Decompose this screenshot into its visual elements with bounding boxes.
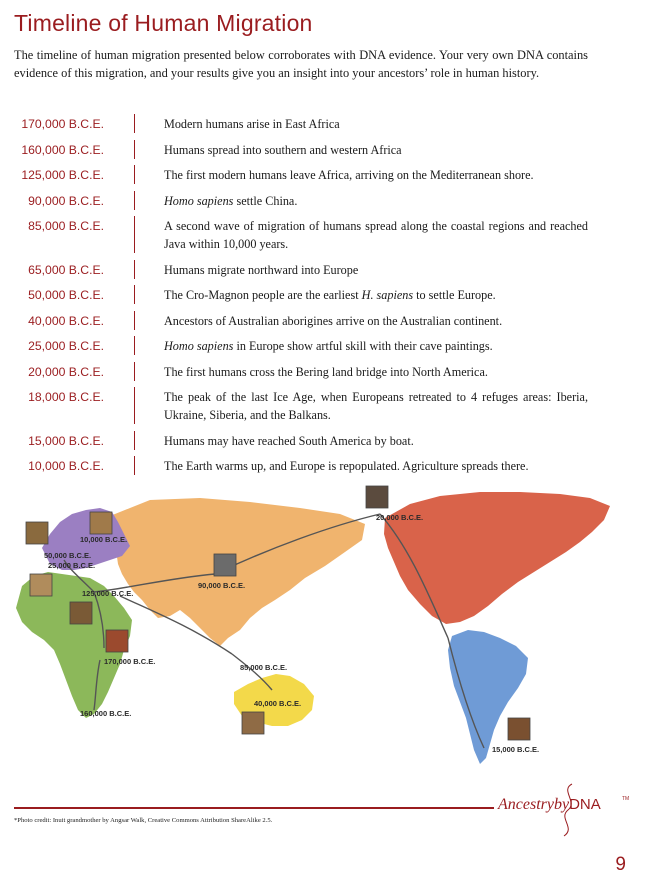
map-label-50000: 50,000 B.C.E. [44, 551, 92, 560]
logo-wordmark [498, 796, 601, 814]
timeline-divider [134, 285, 135, 304]
timeline-divider [134, 387, 135, 424]
timeline-row [0, 362, 656, 381]
timeline-row [0, 456, 656, 475]
artifact-photo-icon [90, 512, 112, 534]
timeline-divider [134, 260, 135, 279]
event-text: settle China. [233, 193, 298, 208]
timeline-divider [134, 216, 135, 253]
timeline-date: 170,000 B.C.E. [21, 117, 104, 131]
logo-by: by [553, 796, 570, 813]
timeline-event [164, 336, 588, 355]
timeline-date: 15,000 B.C.E. [28, 433, 104, 448]
timeline-date: 85,000 B.C.E. [28, 219, 104, 233]
asia-region [110, 498, 365, 646]
timeline-date: 25,000 B.C.E. [28, 339, 104, 353]
tools-photo-icon [70, 602, 92, 624]
map-label-25000: 25,000 B.C.E. [48, 561, 96, 570]
map-label-40000: 40,000 B.C.E. [254, 699, 302, 708]
map-label-20000: 20,000 B.C.E. [376, 513, 424, 522]
timeline-event: The first modern humans leave Africa, arriving on the Mediterranean shore. [164, 168, 534, 182]
figure-photo-icon [106, 630, 128, 652]
timeline-divider [134, 140, 135, 159]
timeline-row [0, 336, 656, 355]
timeline-date: 10,000 B.C.E. [28, 459, 104, 473]
timeline-event: The first humans cross the Bering land bridge into North America. [164, 364, 488, 379]
timeline-date: 125,000 B.C.E. [21, 168, 104, 182]
timeline-divider [134, 456, 135, 475]
timeline [0, 114, 656, 482]
timeline-date: 90,000 B.C.E. [28, 193, 104, 208]
timeline-row [0, 387, 656, 424]
skull-photo-icon [26, 522, 48, 544]
timeline-event: Humans migrate northward into Europe [164, 262, 359, 277]
event-text: to settle Europe. [413, 288, 496, 302]
timeline-date: 50,000 B.C.E. [28, 288, 104, 302]
timeline-row [0, 140, 656, 159]
south-america-photo-icon [508, 718, 530, 740]
map-label-15000: 15,000 B.C.E. [492, 745, 540, 754]
timeline-divider [134, 362, 135, 381]
timeline-row [0, 114, 656, 133]
event-text: in Europe show artful skill with their cave paintings. [233, 339, 493, 353]
timeline-row [0, 165, 656, 184]
photo-credit: *Photo credit: Inuit grandmother by Angsar Walk, Creative Commons Attribution ShareAlike 2.5. [14, 817, 273, 824]
page-title: Timeline of Human Migration [14, 10, 313, 36]
timeline-event [164, 191, 588, 210]
temple-photo-icon [214, 554, 236, 576]
north-america-region [384, 492, 610, 624]
timeline-event: The peak of the last Ice Age, when Europeans retreated to 4 refuges areas: Iberia, Ukraine, Siberia, and the Balkans. [164, 390, 588, 422]
cave-painting-photo-icon [30, 574, 52, 596]
event-text: The Cro-Magnon people are the earliest [164, 288, 362, 302]
timeline-date: 18,000 B.C.E. [28, 390, 104, 404]
timeline-row [0, 191, 656, 210]
timeline-divider [134, 165, 135, 184]
ancestry-by-dna-logo [498, 780, 638, 840]
timeline-date: 65,000 B.C.E. [28, 262, 104, 277]
timeline-divider [134, 336, 135, 355]
timeline-event: Humans may have reached South America by boat. [164, 433, 414, 448]
timeline-event: The Earth warms up, and Europe is repopulated. Agriculture spreads there. [164, 459, 529, 473]
migration-map [0, 478, 656, 788]
timeline-date: 40,000 B.C.E. [28, 313, 104, 328]
south-america-region [448, 630, 528, 764]
map-label-170000: 170,000 B.C.E. [104, 657, 156, 666]
map-label-125000: 125,000 B.C.E. [82, 589, 134, 598]
inuit-grandmother-photo-icon [366, 486, 388, 508]
logo-dna: DNA [569, 796, 601, 813]
map-label-10000: 10,000 B.C.E. [80, 535, 128, 544]
timeline-event: Humans spread into southern and western Africa [164, 142, 402, 157]
timeline-divider [134, 191, 135, 210]
timeline-divider [134, 114, 135, 133]
timeline-row [0, 285, 656, 304]
timeline-divider [134, 431, 135, 450]
timeline-event: Ancestors of Australian aborigines arrive on the Australian continent. [164, 313, 503, 328]
map-label-85000: 85,000 B.C.E. [240, 663, 288, 672]
timeline-row [0, 260, 656, 279]
timeline-row [0, 216, 656, 253]
aborigine-photo-icon [242, 712, 264, 734]
timeline-divider [134, 311, 135, 330]
page-number: 9 [615, 854, 626, 875]
logo-ancestry: Ancestry [498, 796, 554, 813]
italic-term: Homo sapiens [164, 339, 234, 353]
logo-trademark: TM [622, 796, 630, 802]
italic-term: Homo sapiens [164, 193, 234, 208]
timeline-date: 160,000 B.C.E. [21, 142, 104, 157]
map-label-90000: 90,000 B.C.E. [198, 581, 246, 590]
intro-paragraph: The timeline of human migration presented below corroborates with DNA evidence. Your very own DNA contains evidence of this migration, and your results give you an insight into your ancestors’ role in human history. [14, 48, 588, 80]
timeline-row [0, 431, 656, 450]
italic-term: H. sapiens [361, 288, 414, 302]
timeline-row [0, 311, 656, 330]
timeline-event [164, 285, 588, 304]
map-label-160000: 160,000 B.C.E. [80, 709, 132, 718]
timeline-event: A second wave of migration of humans spread along the coastal regions and reached Java within 10,000 years. [164, 219, 588, 251]
footer-rule [14, 807, 494, 809]
timeline-event: Modern humans arise in East Africa [164, 117, 340, 131]
timeline-date: 20,000 B.C.E. [28, 364, 104, 379]
